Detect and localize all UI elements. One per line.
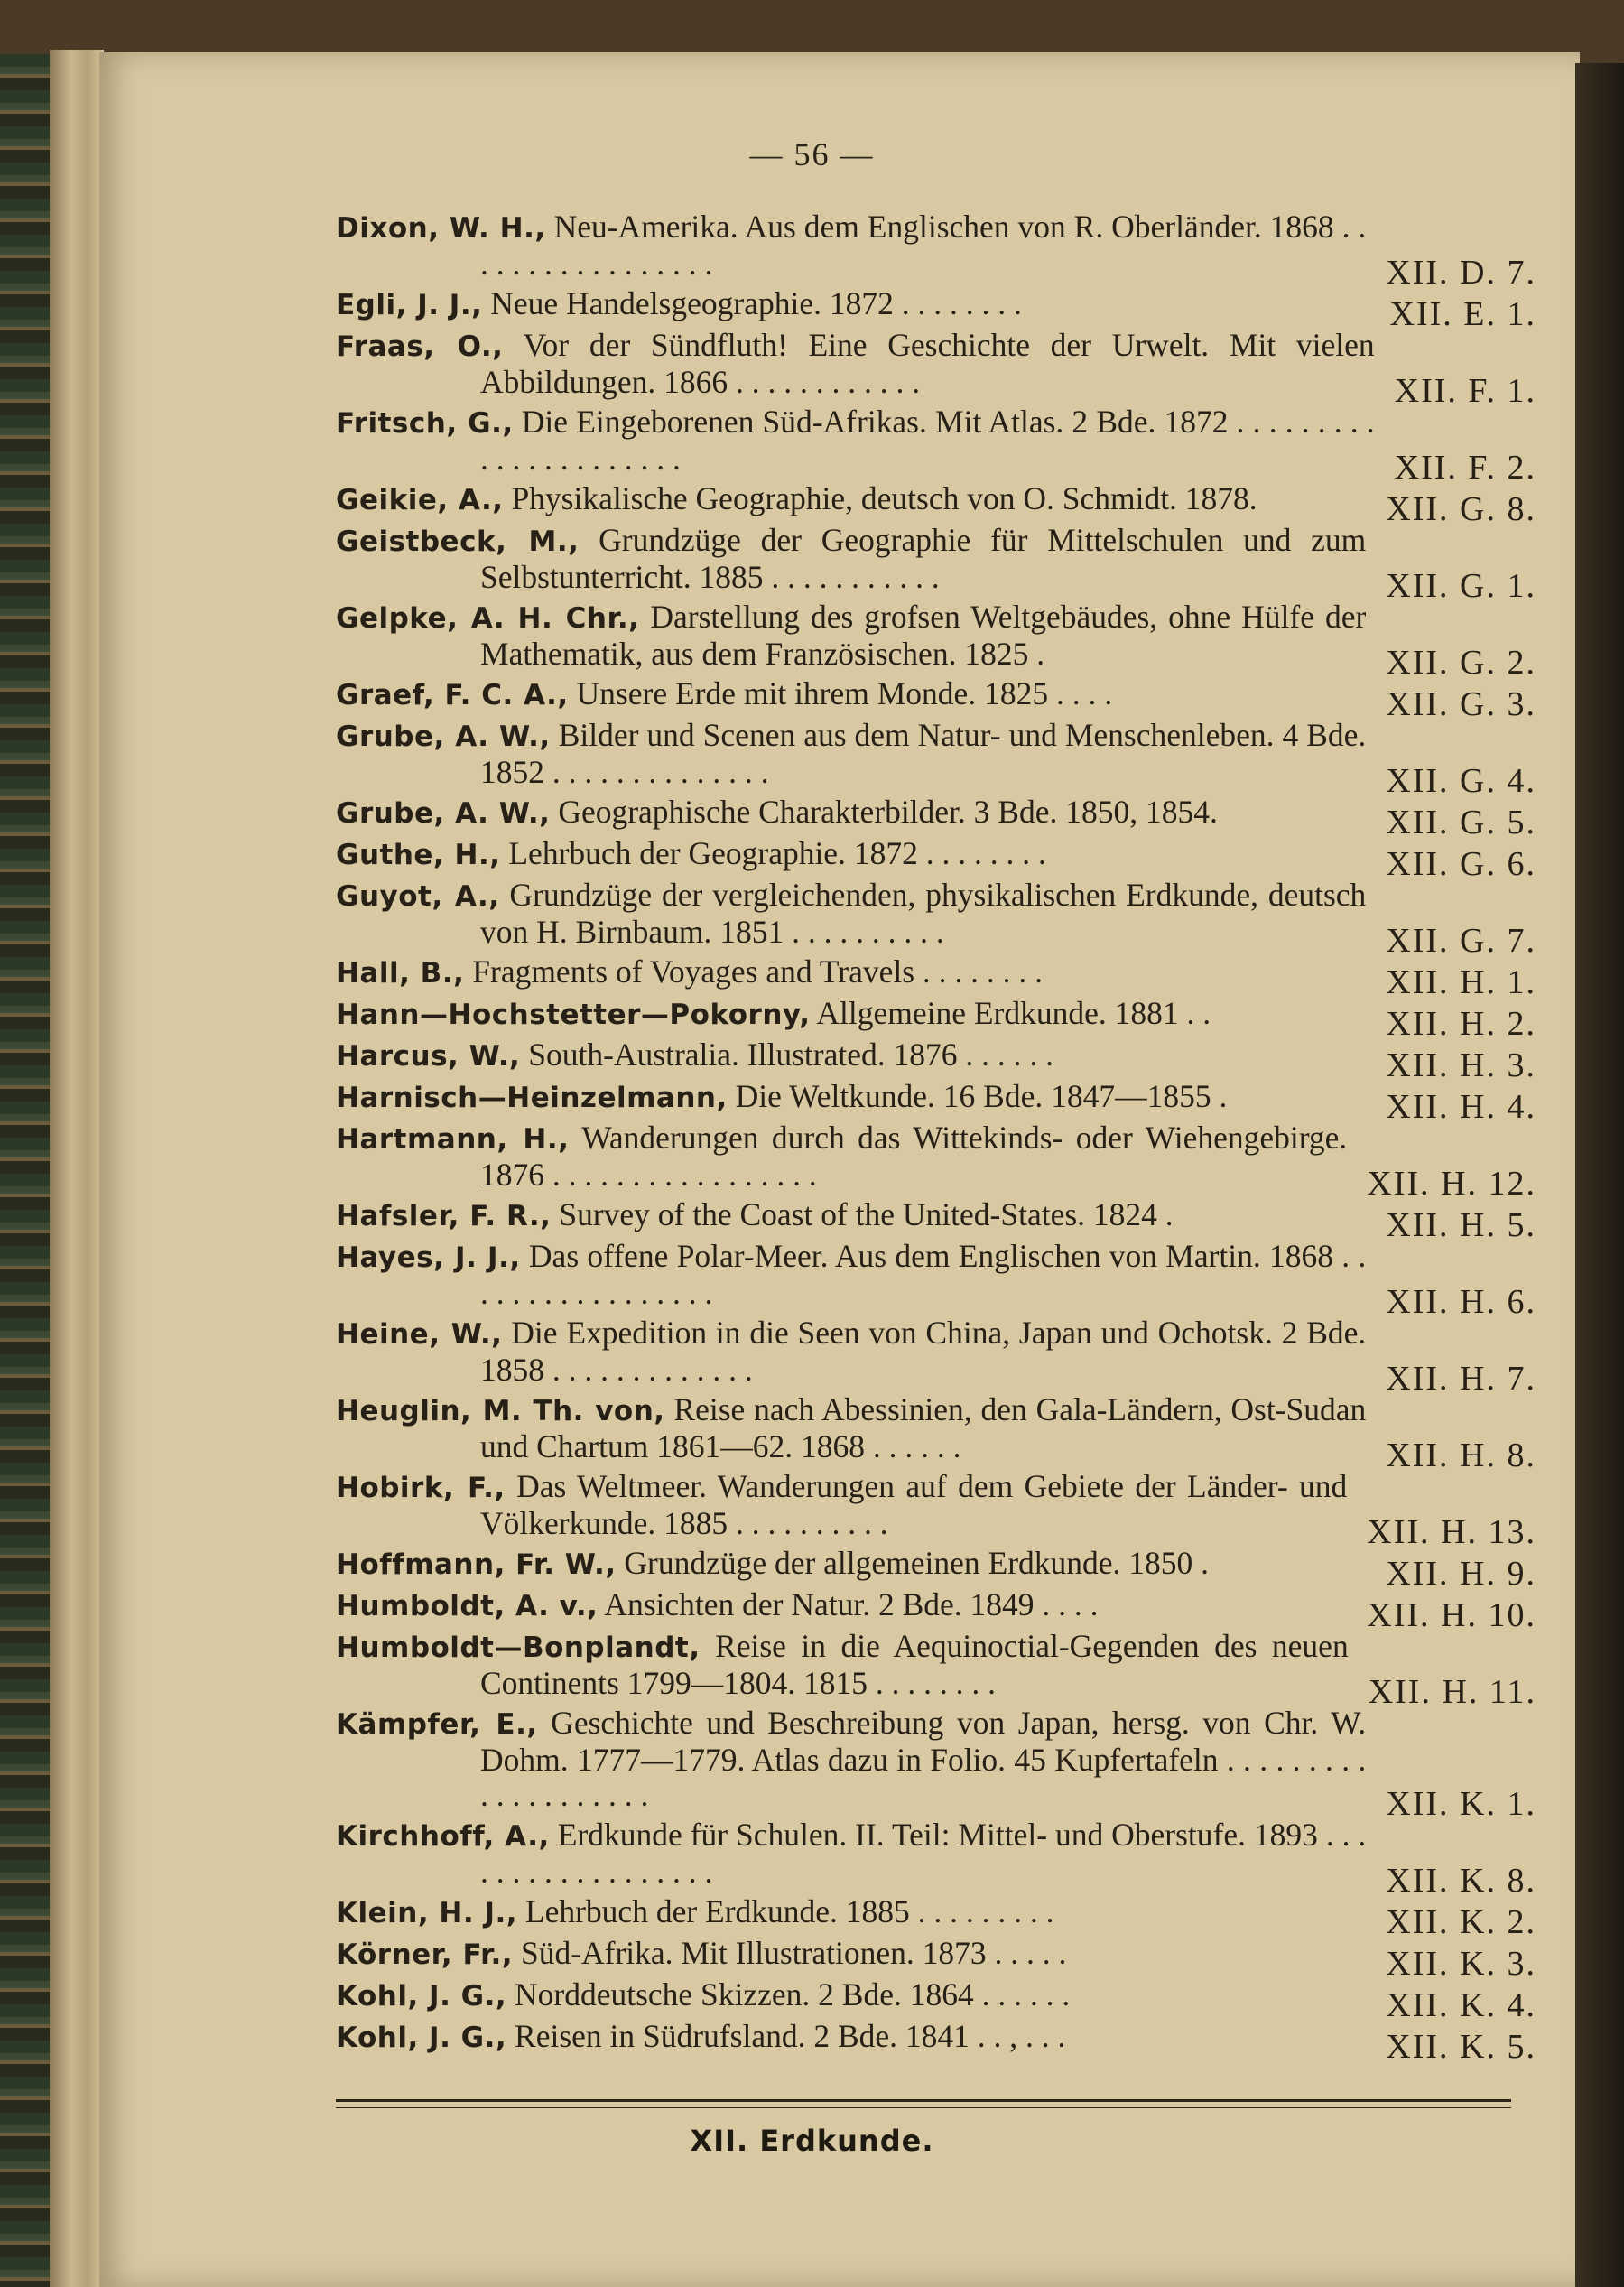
entry-shelf-mark: XII. H. 5. bbox=[1386, 1206, 1536, 1244]
entry-author: Kohl, J. G., bbox=[336, 2022, 507, 2054]
entry-shelf-mark: XII. E. 1. bbox=[1389, 295, 1536, 333]
entry-author: Dixon, W. H., bbox=[336, 212, 546, 245]
entry-title: Grundzüge der vergleichenden, physikalischen Erdkunde, deutsch von H. Birnbaum. 1851 . . . . . . . . . . bbox=[480, 877, 1367, 950]
entry-shelf-mark: XII. H. 1. bbox=[1386, 963, 1536, 1001]
entry-author: Humboldt, A. v., bbox=[336, 1590, 599, 1622]
entry-title: Erdkunde für Schulen. II. Teil: Mittel- und Oberstufe. 1893 . . . . . . . . . . . . . . . . . . bbox=[480, 1817, 1367, 1890]
catalog-entry bbox=[336, 2018, 1536, 2066]
entry-author: Fraas, O., bbox=[336, 330, 504, 363]
entry-title: Neue Handelsgeographie. 1872 . . . . . . . . bbox=[482, 285, 1022, 321]
entry-author: Grube, A. W., bbox=[336, 720, 551, 753]
entry-shelf-mark: XII. K. 1. bbox=[1386, 1785, 1536, 1823]
catalog-entry bbox=[336, 1586, 1536, 1634]
entry-shelf-mark: XII. K. 2. bbox=[1386, 1903, 1536, 1941]
entry-body bbox=[336, 1392, 1366, 1464]
catalog-entry bbox=[336, 209, 1536, 292]
entry-title: Die Weltkunde. 16 Bde. 1847—1855 . bbox=[727, 1078, 1228, 1114]
entry-author: Hobirk, F., bbox=[336, 1472, 506, 1504]
entry-shelf-mark: XII. H. 4. bbox=[1386, 1088, 1536, 1126]
entry-shelf-mark: XII. H. 11. bbox=[1368, 1673, 1536, 1711]
entry-author: Kämpfer, E., bbox=[336, 1708, 538, 1741]
catalog-entry bbox=[336, 522, 1536, 605]
catalog-entry bbox=[336, 717, 1536, 800]
catalog-entry bbox=[336, 285, 1536, 333]
entry-shelf-mark: XII. G. 8. bbox=[1386, 490, 1536, 528]
entry-author: Hartmann, H., bbox=[336, 1123, 570, 1156]
entry-title: Lehrbuch der Erdkunde. 1885 . . . . . . . . . bbox=[517, 1893, 1054, 1929]
catalog-entry bbox=[336, 1238, 1536, 1321]
entry-author: Guyot, A., bbox=[336, 880, 500, 913]
entry-body bbox=[336, 676, 1366, 713]
entry-author: Körner, Fr., bbox=[336, 1938, 514, 1971]
entry-author: Harnisch—Heinzelmann, bbox=[336, 1082, 728, 1114]
entry-body bbox=[336, 1629, 1349, 1701]
catalog-entry bbox=[336, 1468, 1536, 1551]
section-title: XII. Erdkunde. bbox=[690, 2124, 934, 2158]
entry-body bbox=[336, 1239, 1366, 1311]
entry-title: Norddeutsche Skizzen. 2 Bde. 1864 . . . . . . bbox=[506, 1976, 1071, 2013]
catalog-entry bbox=[336, 1628, 1536, 1711]
entry-body bbox=[336, 1587, 1347, 1624]
entry-body bbox=[336, 286, 1370, 323]
entry-shelf-mark: XII. K. 4. bbox=[1386, 1986, 1536, 2024]
entry-title: Geschichte und Beschreibung von Japan, hersg. von Chr. W. Dohm. 1777—1779. Atlas dazu in Folio. 45 Kupfertafeln . . . . . . . . . . . . . . . . . . . . bbox=[480, 1705, 1367, 1813]
catalog-entry bbox=[336, 877, 1536, 960]
entry-body bbox=[336, 481, 1366, 518]
entry-author: Kirchhoff, A., bbox=[336, 1820, 550, 1853]
entry-author: Graef, F. C. A., bbox=[336, 679, 569, 711]
entry-body bbox=[336, 836, 1366, 873]
page-number: — 56 — bbox=[749, 136, 875, 172]
catalog-entry bbox=[336, 404, 1536, 487]
entry-body bbox=[336, 1706, 1366, 1813]
entry-shelf-mark: XII. F. 2. bbox=[1394, 449, 1536, 487]
facing-page-shadow bbox=[1575, 63, 1624, 2287]
entry-body bbox=[336, 1120, 1347, 1193]
catalog-entry bbox=[336, 1196, 1536, 1244]
catalog-entry bbox=[336, 1120, 1536, 1203]
entry-title: Süd-Afrika. Mit Illustrationen. 1873 . . . . . bbox=[513, 1935, 1067, 1971]
entry-body bbox=[336, 1469, 1347, 1541]
entry-author: Hoffmann, Fr. W., bbox=[336, 1548, 617, 1581]
entry-shelf-mark: XII. K. 8. bbox=[1386, 1862, 1536, 1900]
entry-author: Fritsch, G., bbox=[336, 407, 514, 440]
page-stack-edge bbox=[50, 50, 104, 2287]
catalog-entry-list bbox=[336, 209, 1536, 2066]
entry-author: Geikie, A., bbox=[336, 484, 504, 516]
entry-title: Reisen in Südrufsland. 2 Bde. 1841 . . , . . . bbox=[506, 2018, 1066, 2054]
entry-body bbox=[336, 523, 1366, 595]
entry-title: Das Weltmeer. Wanderungen auf dem Gebiete der Länder- und Völkerkunde. 1885 . . . . . . . . . . bbox=[480, 1468, 1348, 1541]
entry-author: Harcus, W., bbox=[336, 1040, 521, 1073]
entry-shelf-mark: XII. G. 2. bbox=[1386, 644, 1536, 682]
entry-title: Ansichten der Natur. 2 Bde. 1849 . . . . bbox=[598, 1586, 1099, 1622]
entry-body bbox=[336, 328, 1375, 400]
entry-shelf-mark: XII. H. 6. bbox=[1386, 1283, 1536, 1321]
catalog-entry bbox=[336, 953, 1536, 1001]
catalog-entry bbox=[336, 1893, 1536, 1941]
entry-shelf-mark: XII. H. 3. bbox=[1386, 1046, 1536, 1084]
entry-body bbox=[336, 1315, 1366, 1388]
entry-title: Grundzüge der allgemeinen Erdkunde. 1850 . bbox=[616, 1545, 1210, 1581]
entry-title: Physikalische Geographie, deutsch von O. Schmidt. 1878. bbox=[503, 480, 1257, 516]
catalog-entry bbox=[336, 1037, 1536, 1084]
entry-title: Geographische Charakterbilder. 3 Bde. 1850, 1854. bbox=[550, 794, 1218, 830]
entry-shelf-mark: XII. G. 7. bbox=[1386, 922, 1536, 960]
entry-author: Klein, H. J., bbox=[336, 1897, 518, 1929]
catalog-entry bbox=[336, 1315, 1536, 1398]
entry-title: Die Eingeborenen Süd-Afrikas. Mit Atlas. 2 Bde. 1872 . . . . . . . . . . . . . . . . . . . . . . bbox=[480, 404, 1375, 477]
entry-body bbox=[336, 1546, 1366, 1583]
catalog-entry bbox=[336, 1705, 1536, 1823]
entry-body bbox=[336, 954, 1366, 991]
entry-shelf-mark: XII. H. 12. bbox=[1367, 1165, 1536, 1203]
entry-body bbox=[336, 1936, 1366, 1973]
book-spine bbox=[0, 54, 50, 2287]
entry-body bbox=[336, 1894, 1366, 1931]
entry-body bbox=[336, 600, 1366, 672]
entry-body bbox=[336, 1818, 1366, 1890]
entry-title: Neu-Amerika. Aus dem Englischen von R. Oberländer. 1868 . . . . . . . . . . . . . . . . . bbox=[480, 209, 1367, 282]
catalog-entry bbox=[336, 599, 1536, 682]
entry-title: Fragments of Voyages and Travels . . . . . . . . bbox=[464, 953, 1044, 990]
entry-author: Hann—Hochstetter—Pokorny, bbox=[336, 999, 811, 1031]
entry-shelf-mark: XII. H. 9. bbox=[1386, 1555, 1536, 1593]
entry-body bbox=[336, 1977, 1366, 2014]
entry-title: Vor der Sündfluth! Eine Geschichte der Urwelt. Mit vielen Abbildungen. 1866 . . . . . . . . . . . . bbox=[480, 327, 1375, 400]
catalog-entry bbox=[336, 835, 1536, 883]
entry-shelf-mark: XII. K. 3. bbox=[1386, 1945, 1536, 1983]
entry-title: Darstellung des grofsen Weltgebäudes, ohne Hülfe der Mathematik, aus dem Französischen. 1825 . bbox=[480, 599, 1367, 672]
entry-shelf-mark: XII. H. 8. bbox=[1386, 1436, 1536, 1474]
entry-body bbox=[336, 1037, 1366, 1074]
entry-shelf-mark: XII. F. 1. bbox=[1394, 372, 1536, 410]
entry-title: Reise in die Aequinoctial-Gegenden des neuen Continents 1799—1804. 1815 . . . . . . . . bbox=[480, 1628, 1349, 1701]
entry-body bbox=[336, 878, 1366, 950]
entry-title: Die Expedition in die Seen von China, Japan und Ochotsk. 2 Bde. 1858 . . . . . . . . . . . . . bbox=[480, 1315, 1367, 1388]
entry-shelf-mark: XII. G. 6. bbox=[1386, 845, 1536, 883]
entry-title: Allgemeine Erdkunde. 1881 . . bbox=[810, 995, 1211, 1031]
entry-author: Geistbeck, M., bbox=[336, 525, 580, 558]
entry-title: Reise nach Abessinien, den Gala-Ländern, Ost-Sudan und Chartum 1861—62. 1868 . . . . . . bbox=[480, 1391, 1367, 1464]
entry-body bbox=[336, 795, 1366, 832]
entry-body bbox=[336, 209, 1366, 282]
catalog-entry bbox=[336, 1817, 1536, 1900]
catalog-entry bbox=[336, 327, 1536, 410]
catalog-entry bbox=[336, 1391, 1536, 1474]
footer-rule-thin bbox=[336, 2107, 1511, 2108]
entry-author: Hayes, J. J., bbox=[336, 1241, 521, 1274]
entry-author: Hall, B., bbox=[336, 957, 465, 990]
entry-title: South-Australia. Illustrated. 1876 . . . . . . bbox=[520, 1037, 1053, 1073]
entry-title: Survey of the Coast of the United-States. 1824 . bbox=[551, 1196, 1174, 1232]
entry-author: Grube, A. W., bbox=[336, 797, 551, 830]
entry-author: Hafsler, F. R., bbox=[336, 1200, 552, 1232]
entry-author: Guthe, H., bbox=[336, 839, 501, 871]
entry-title: Wanderungen durch das Wittekinds- oder Wiehengebirge. 1876 . . . . . . . . . . . . . . . . . bbox=[480, 1120, 1348, 1193]
entry-title: Grundzüge der Geographie für Mittelschulen und zum Selbstunterricht. 1885 . . . . . . . . . . . bbox=[480, 522, 1367, 595]
catalog-entry bbox=[336, 480, 1536, 528]
catalog-entry bbox=[336, 1976, 1536, 2024]
catalog-entry bbox=[336, 1935, 1536, 1983]
catalog-entry bbox=[336, 675, 1536, 723]
entry-shelf-mark: XII. G. 4. bbox=[1386, 762, 1536, 800]
entry-author: Humboldt—Bonplandt, bbox=[336, 1632, 701, 1664]
entry-author: Heine, W., bbox=[336, 1318, 503, 1351]
entry-shelf-mark: XII. K. 5. bbox=[1386, 2028, 1536, 2066]
entry-author: Heuglin, M. Th. von, bbox=[336, 1395, 665, 1427]
entry-body bbox=[336, 2019, 1366, 2056]
entry-shelf-mark: XII. H. 7. bbox=[1386, 1360, 1536, 1398]
entry-body bbox=[336, 718, 1366, 790]
entry-shelf-mark: XII. G. 1. bbox=[1386, 567, 1536, 605]
catalog-entry bbox=[336, 1545, 1536, 1593]
entry-shelf-mark: XII. H. 10. bbox=[1367, 1596, 1536, 1634]
entry-author: Egli, J. J., bbox=[336, 289, 483, 321]
entry-body bbox=[336, 1079, 1366, 1116]
catalog-entry bbox=[336, 794, 1536, 841]
entry-body bbox=[336, 996, 1366, 1033]
entry-shelf-mark: XII. D. 7. bbox=[1386, 254, 1536, 292]
entry-title: Das offene Polar-Meer. Aus dem Englischen von Martin. 1868 . . . . . . . . . . . . . . . . . bbox=[480, 1238, 1367, 1311]
entry-title: Lehrbuch der Geographie. 1872 . . . . . . . . bbox=[500, 835, 1046, 871]
entry-title: Unsere Erde mit ihrem Monde. 1825 . . . . bbox=[568, 675, 1113, 711]
entry-shelf-mark: XII. G. 5. bbox=[1386, 804, 1536, 841]
entry-shelf-mark: XII. G. 3. bbox=[1386, 685, 1536, 723]
entry-title: Bilder und Scenen aus dem Natur- und Menschenleben. 4 Bde. 1852 . . . . . . . . . . . . . . bbox=[480, 717, 1367, 790]
entry-body bbox=[336, 404, 1375, 477]
footer-rule-thick bbox=[336, 2099, 1511, 2102]
entry-shelf-mark: XII. H. 13. bbox=[1367, 1513, 1536, 1551]
catalog-entry bbox=[336, 1078, 1536, 1126]
entry-author: Gelpke, A. H. Chr., bbox=[336, 602, 640, 635]
entry-author: Kohl, J. G., bbox=[336, 1980, 507, 2013]
entry-body bbox=[336, 1197, 1366, 1234]
entry-shelf-mark: XII. H. 2. bbox=[1386, 1005, 1536, 1043]
catalog-entry bbox=[336, 995, 1536, 1043]
